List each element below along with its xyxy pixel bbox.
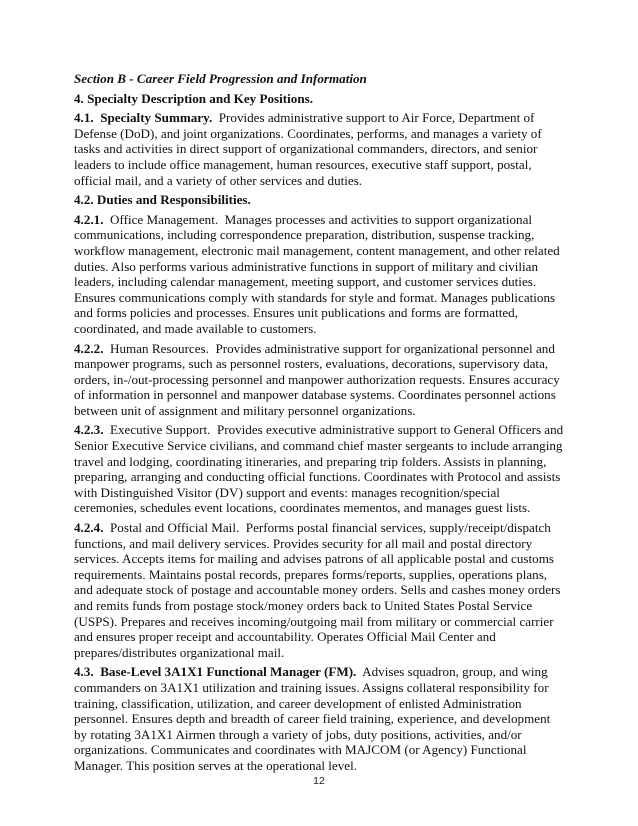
paragraph-number: 4.2.2. [74,340,104,356]
paragraph-text: Provides executive administrative support to General Officers and Senior Executive Service civilians, and command chief master sergeants to include arranging travel and lodging, coordinating itineraries, and preparing trip folders. Assists in planning, preparing, arranging and conducting official functions. Coordinates with Protocol and assists with Distinguished Visitor (DV) support and events: manages recognition/special ceremonies, schedules event locations, coordinates mementos, and manages guest lists. [74,422,564,516]
paragraph-text: Performs postal financial services, supply/receipt/dispatch functions, and mail delivery services. Provides security for all mail and postal directory services. Accepts items for mailing and advises patrons of all applicable postal and customs requirements. Maintains postal records, prepares forms/reports, supplies, operations plans, and adequate stock of postage and accountable money orders. Sells and cashes money orders and remits funds from postage stock/money orders back to United States Postal Service (USPS). Prepares and receives incoming/outgoing mail from military or commercial carrier and ensures proper receipt and accountability. Operates Official Mail Center and prepares/distributes organizational mail. [74,520,561,660]
paragraph-text: Advises squadron, group, and wing commanders on 3A1X1 utilization and training issues. Assigns collateral responsibility for training, classification, utilization, and career development of enlisted Administration personnel. Ensures depth and breadth of career field training, experience, and development by rotating 3A1X1 Airmen through a variety of jobs, duty positions, activities, and/or organizations. Communicates and coordinates with MAJCOM (or Agency) Functional Manager. This position serves at the operational level. [74,664,551,773]
heading-duties-responsibilities: 4.2. Duties and Responsibilities. [74,192,251,208]
paragraph-lead: Base-Level 3A1X1 Functional Manager (FM). [100,664,357,680]
paragraph-4-2-3 [74,422,566,516]
paragraph-text: Provides administrative support for organizational personnel and manpower programs, such as personnel rosters, evaluations, decorations, supervisory data, orders, in-/out-processing personnel and manpower authorization requests. Ensures accuracy of information in personnel and manpower database systems. Coordinates personnel actions between unit of assignment and military personnel organizations. [74,340,560,418]
page-number: 12 [313,775,325,787]
paragraph-lead: Postal and Official Mail. [110,520,240,536]
paragraph-4-3 [74,664,566,773]
paragraph-4-1 [74,110,566,188]
paragraph-4-2-2 [74,341,566,419]
paragraph-number: 4.2.1. [74,211,104,227]
paragraph-4-2-1 [74,212,566,337]
paragraph-lead: Office Management. [110,211,219,227]
paragraph-4-2-4 [74,520,566,660]
page-content [74,71,566,778]
paragraph-number: 4.3. [74,664,94,680]
paragraph-number: 4.1. [74,110,94,126]
paragraph-number: 4.2.4. [74,520,104,536]
paragraph-lead: Human Resources. [110,340,209,356]
paragraph-lead: Executive Support. [110,422,211,438]
paragraph-lead: Specialty Summary. [100,110,213,126]
heading-specialty-description: 4. Specialty Description and Key Positions. [74,90,313,106]
section-title: Section B - Career Field Progression and Information [74,71,367,86]
paragraph-number: 4.2.3. [74,422,104,438]
paragraph-text: Manages processes and activities to support organizational communications, including correspondence preparation, distribution, suspense tracking, workflow management, electronic mail management, content management, and other related duties. Also performs various administrative functions in support of military and civilian leaders, including calendar management, meeting support, and customer services duties. Ensures communications comply with standards for style and format. Manages publications and forms policies and processes. Ensures unit publications and forms are formatted, coordinated, and made available to customers. [74,211,560,336]
paragraph-text: Provides administrative support to Air Force, Department of Defense (DoD), and joint organizations. Coordinates, performs, and manages a variety of tasks and activities in direct support of organizational commanders, directors, and senior leaders to include office management, human resources, executive staff support, postal, official mail, and a variety of other services and duties. [74,110,542,188]
